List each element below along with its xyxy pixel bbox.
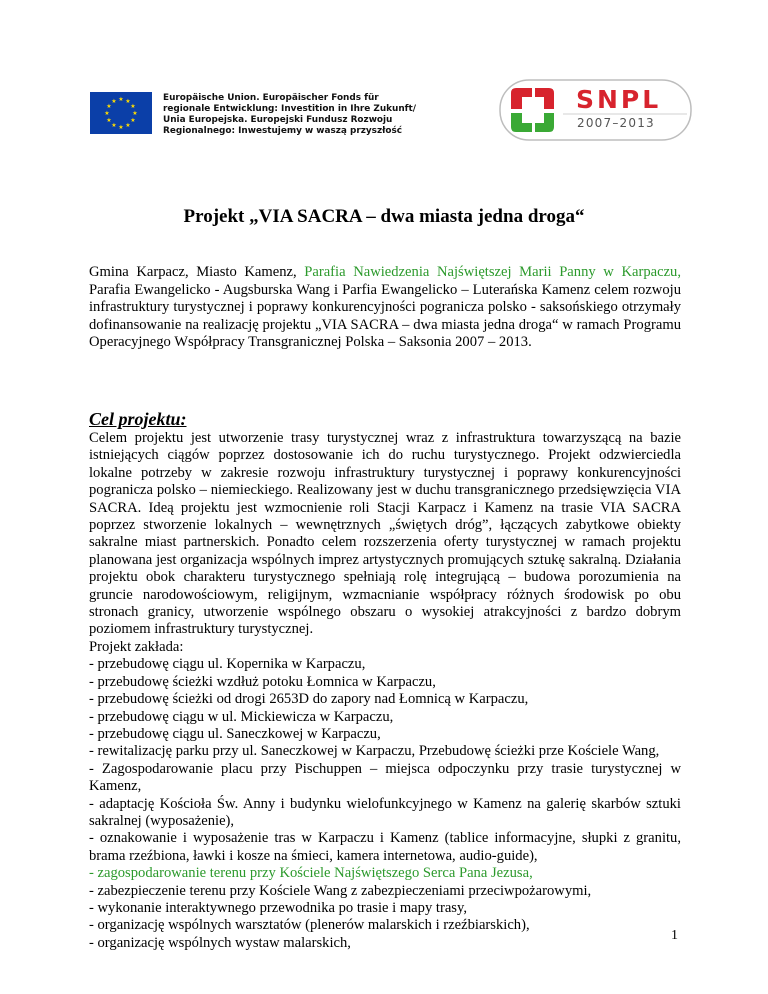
svg-text:★: ★ xyxy=(118,124,124,131)
svg-text:★: ★ xyxy=(130,117,136,124)
snpl-years: 2007–2013 xyxy=(577,116,655,130)
snpl-logo xyxy=(499,79,692,141)
eu-text-line: Unia Europejska. Europejski Fundusz Rozwoju xyxy=(163,115,393,125)
intro-text: Parafia Ewangelicko - Augsburska Wang i Parfia Ewangelicko – Luterańska Kamenz celem rozwoju infrastruktury turystycznej i poprawy konkurencyjności pogranicza polsko - saksońskiego otrzymały dofinansowanie na realizację projektu „VIA SACRA – dwa miasta jedna droga“ w ramach Programu Operacyjnego Współpracy Transgranicznej Polska – Saksonia 2007 – 2013. xyxy=(89,281,681,350)
intro-text: Gmina Karpacz, Miasto Kamenz, xyxy=(89,264,305,280)
list-item: - zagospodarowanie terenu przy Kościele Najświętszego Serca Pana Jezusa, xyxy=(89,865,533,882)
svg-text:★: ★ xyxy=(106,103,112,110)
list-item: - adaptację Kościoła Św. Anny i budynku wielofunkcyjnego w Kamenz na galerię skarbów sztuki sakralnej (wyposażenie), xyxy=(89,795,681,829)
eu-text-line: Europäische Union. Europäischer Fonds für xyxy=(163,93,379,103)
list-item: - przebudowę ścieżki od drogi 2653D do zapory nad Łomnicą w Karpaczu, xyxy=(89,691,529,708)
page-number: 1 xyxy=(671,928,678,943)
section-body xyxy=(89,430,681,952)
svg-text:★: ★ xyxy=(125,122,131,129)
svg-text:★: ★ xyxy=(118,96,124,103)
svg-text:★: ★ xyxy=(104,110,110,117)
list-item: - organizację wspólnych wystaw malarskich, xyxy=(89,934,351,951)
snpl-name: SNPL xyxy=(576,85,662,114)
eu-text-line: regionale Entwicklung: Investition in Ihre Zukunft/ xyxy=(163,104,417,114)
list-item: - zabezpieczenie terenu przy Kościele Wang z zabezpieczeniami przeciwpożarowymi, xyxy=(89,882,592,899)
list-item: - oznakowanie i wyposażenie tras w Karpaczu i Kamenz (tablice informacyjne, słupki z granitu, brama rzeźbiona, ławki i kosze na śmieci, kamera internetowa, audio-guide), xyxy=(89,830,681,864)
list-item: - przebudowę ciągu ul. Kopernika w Karpaczu, xyxy=(89,656,366,673)
assumes-label: Projekt zakłada: xyxy=(89,638,184,655)
svg-text:★: ★ xyxy=(132,110,138,117)
list-item: - rewitalizację parku przy ul. Saneczkowej w Karpaczu, Przebudowę ścieżki prze Kościele Wang, xyxy=(89,743,660,760)
list-item: - wykonanie interaktywnego przewodnika po trasie i mapy trasy, xyxy=(89,899,467,916)
list-item: - przebudowę ciągu ul. Saneczkowej w Karpaczu, xyxy=(89,725,381,742)
svg-text:★: ★ xyxy=(125,98,131,105)
intro-paragraph xyxy=(89,264,681,352)
list-item: - przebudowę ścieżki wzdłuż potoku Łomnica w Karpaczu, xyxy=(89,673,436,690)
svg-text:★: ★ xyxy=(106,117,112,124)
section-paragraph: Celem projektu jest utworzenie trasy turystycznej wraz z infrastruktura towarzyszącą na bazie istniejących ciągów poprzez dostosowanie ich do ruchu turystycznego. Projekt odzwierciedla lokalne potrzeby w zakresie rozwoju infrastruktury turystycznej i poprawy konkurencyjności pogranicza polsko – niemieckiego. Realizowany jest w duchu transgranicznego przedsięwzięcia VIA SACRA. Ideą projektu jest wzmocnienie roli Stacji Karpacz i Kamenz na trasie VIA SACRA poprzez stworzenie lokalnych – wewnętrznych „świętych dróg”, łączących zabytkowe obiekty sakralne miast partnerskich. Ponadto celem rozszerzenia oferty turystycznej w ramach projektu planowana jest organizacja wspólnych imprez artystycznych promujących sztukę sakralną. Działania projektu obok charakteru turystycznego spełniają rolę integrującą – budowa porozumienia na gruncie narodowościowym, religijnym, wzmacnianie współpracy różnych środowisk po obu stronach granicy, utworzenie wspólnego obszaru o wysokiej atrakcyjności z bardzo dobrym poziomem infrastruktury turystycznej. xyxy=(89,430,681,638)
section-heading: Cel projektu: xyxy=(89,409,187,429)
eu-text-line: Regionalnego: Inwestujemy w waszą przyszłość xyxy=(163,126,403,136)
list-item: - organizację wspólnych warsztatów (plenerów malarskich i rzeźbiarskich), xyxy=(89,917,530,934)
list-item: - Zagospodarowanie placu przy Pischuppen – miejsca odpoczynku przy trasie turystycznej w Kamenz, xyxy=(89,760,681,795)
intro-green-text: Parafia Nawiedzenia Najświętszej Marii Panny w Karpaczu, xyxy=(304,264,681,280)
svg-text:★: ★ xyxy=(111,98,117,105)
list-item: - przebudowę ciągu w ul. Mickiewicza w Karpaczu, xyxy=(89,708,394,725)
eu-logo xyxy=(90,92,416,137)
svg-text:★: ★ xyxy=(130,103,136,110)
page-title: Projekt „VIA SACRA – dwa miasta jedna droga“ xyxy=(183,206,585,227)
svg-text:★: ★ xyxy=(111,122,117,129)
eu-flag-icon xyxy=(90,92,152,134)
eu-fund-text xyxy=(163,93,416,137)
